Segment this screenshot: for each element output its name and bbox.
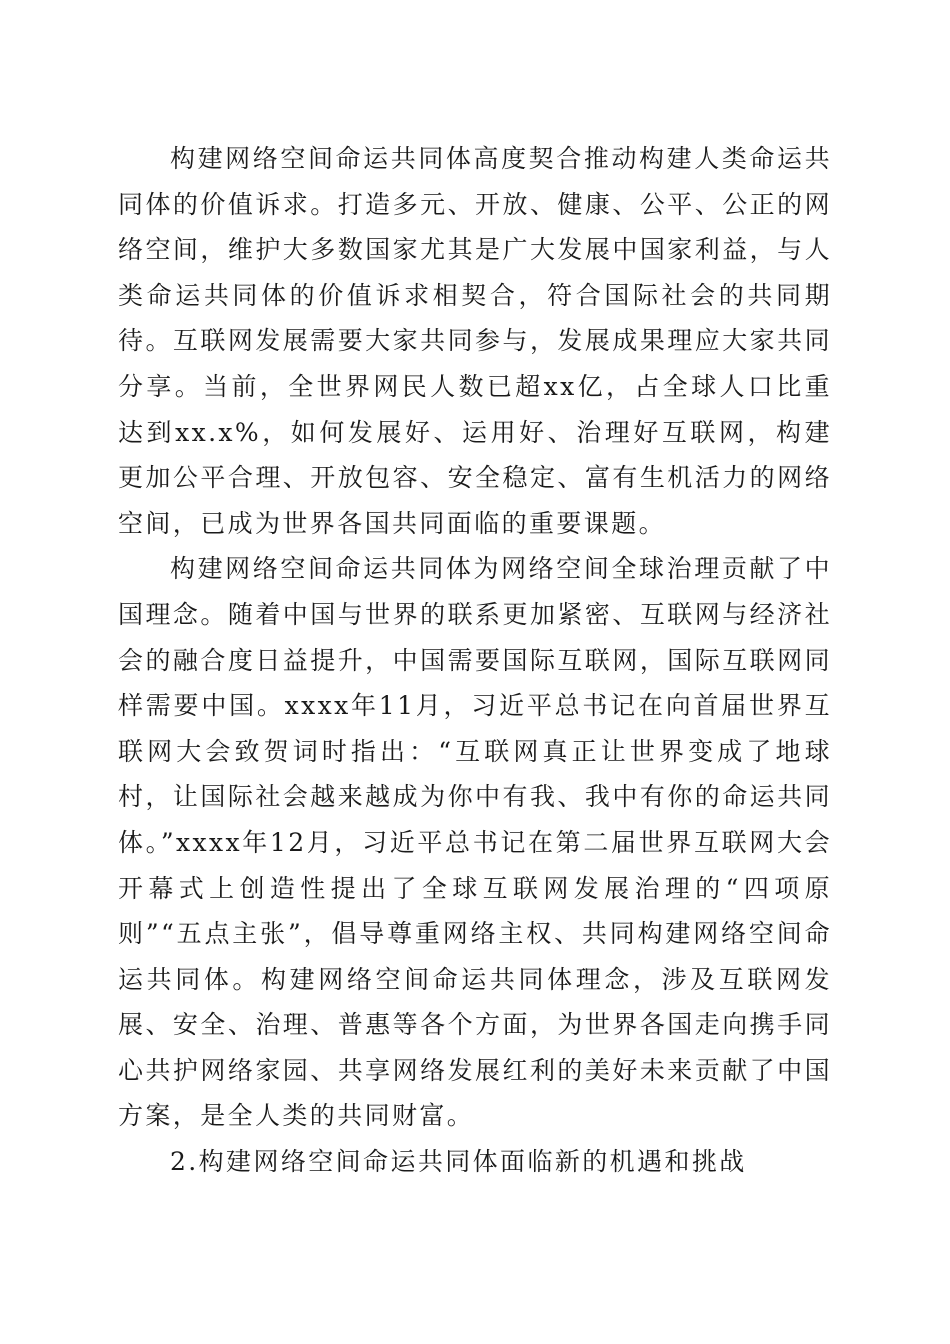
section-heading: 2.构建网络空间命运共同体面临新的机遇和挑战: [170, 1147, 747, 1177]
document-body: [118, 136, 832, 1185]
body-paragraph-1: 构建网络空间命运共同体高度契合推动构建人类命运共同体的价值诉求。打造多元、开放、健康、公平、公正的网络空间，维护大多数国家尤其是广大发展中国家利益，与人类命运共同体的价值诉求相契合，符合国际社会的共同期待。互联网发展需要大家共同参与，发展成果理应大家共同分享。当前，全世界网民人数已超xx亿，占全球人口比重达到xx.x%，如何发展好、运用好、治理好互联网，构建更加公平合理、开放包容、安全稳定、富有生机活力的网络空间，已成为世界各国共同面临的重要课题。: [118, 144, 832, 538]
body-paragraph-2: 构建网络空间命运共同体为网络空间全球治理贡献了中国理念。随着中国与世界的联系更加紧密、互联网与经济社会的融合度日益提升，中国需要国际互联网，国际互联网同样需要中国。xxxx年11月，习近平总书记在向首届世界互联网大会致贺词时指出：“互联网真正让世界变成了地球村，让国际社会越来越成为你中有我、我中有你的命运共同体。”xxxx年12月，习近平总书记在第二届世界互联网大会开幕式上创造性提出了全球互联网发展治理的“四项原则”“五点主张”，倡导尊重网络主权、共同构建网络空间命运共同体。构建网络空间命运共同体理念，涉及互联网发展、安全、治理、普惠等各个方面，为世界各国走向携手同心共护网络家园、共享网络发展红利的美好未来贡献了中国方案，是全人类的共同财富。: [118, 554, 832, 1131]
